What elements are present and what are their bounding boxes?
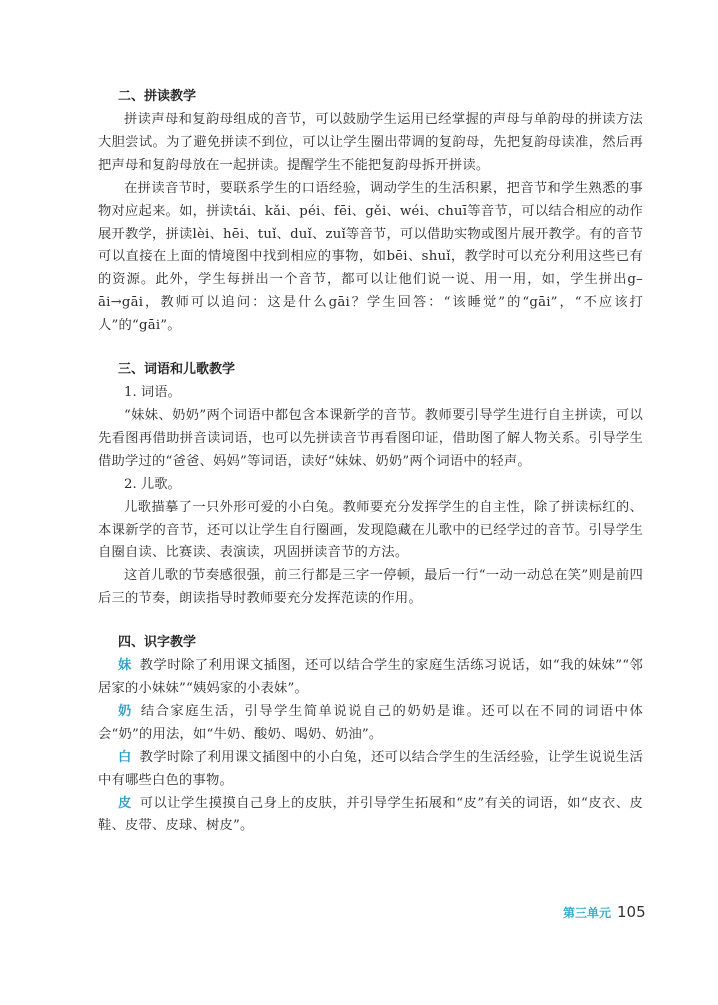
hanzi-pi: 皮 <box>118 795 132 811</box>
hanzi-mei: 妹 <box>118 658 132 674</box>
page-content <box>98 86 643 838</box>
literacy-item <box>98 747 643 793</box>
literacy-item <box>98 701 643 747</box>
page-footer <box>563 903 646 921</box>
literacy-item <box>98 655 643 701</box>
rhyme-paragraph-1: 儿歌描摹了一只外形可爱的小白兔。教师要充分发挥学生的自主性，除了拼读标红的、本课新学的音节，还可以让学生自行圈画，发现隐藏在儿歌中的已经学过的音节。引导学生自圈自读、比赛读、表演读，巩固拼读音节的方法。 <box>98 499 643 561</box>
section-heading-words: 三、词语和儿歌教学 <box>118 362 236 378</box>
unit-label: 第三单元 <box>563 906 612 920</box>
pinyin-paragraph-1: 拼读声母和复韵母组成的音节，可以鼓励学生运用已经掌握的声母与单韵母的拼读方法大胆尝试。为了避免拼读不到位，可以让学生圈出带调的复韵母，先把复韵母读准，然后再把声母和复韵母放在一起拼读。提醒学生不能把复韵母拆开拼读。 <box>98 112 643 173</box>
words-subheading: 1. 词语。 <box>124 385 181 401</box>
hanzi-nai: 奶 <box>118 703 133 719</box>
literacy-item-text: 教学时除了利用课文插图中的小白兔，还可以结合学生的生活经验，让学生说说生活中有哪些白色的事物。 <box>98 749 643 788</box>
literacy-item-text: 结合家庭生活，引导学生简单说说自己的奶奶是谁。还可以在不同的词语中体会“奶”的用法，如“牛奶、酸奶、喝奶、奶油”。 <box>98 703 643 742</box>
words-paragraph: “妹妹、奶奶”两个词语中都包含本课新学的音节。教师要引导学生进行自主拼读，可以先看图再借助拼音读词语，也可以先拼读音节再看图印证，借助图了解人物关系。引导学生借助学过的“爸爸、妈妈”等词语，读好“妹妹、奶奶”两个词语中的轻声。 <box>98 407 643 469</box>
hanzi-bai: 白 <box>118 749 132 765</box>
section-heading-literacy: 四、识字教学 <box>118 635 197 651</box>
literacy-item-text: 可以让学生摸摸自己身上的皮肤，并引导学生拓展和“皮”有关的词语，如“皮衣、皮鞋、皮带、皮球、树皮”。 <box>98 795 643 834</box>
section-heading-pinyin: 二、拼读教学 <box>118 89 197 104</box>
literacy-item-text: 教学时除了利用课文插图，还可以结合学生的家庭生活练习说话，如“我的妹妹”“邻居家的小妹妹”“姨妈家的小表妹”。 <box>98 658 644 697</box>
rhyme-subheading: 2. 儿歌。 <box>124 476 181 492</box>
rhyme-paragraph-2: 这首儿歌的节奏感很强，前三行都是三字一停顿，最后一行“一动一动总在笑”则是前四后三的节奏，朗读指导时教师要充分发挥范读的作用。 <box>98 568 643 607</box>
literacy-item <box>98 793 643 839</box>
pinyin-paragraph-2: 在拼读音节时，要联系学生的口语经验，调动学生的生活积累，把音节和学生熟悉的事物对应起来。如，拼读tái、kǎi、péi、fēi、gěi、wéi、chuī等音节，可以结合相应的动作展开教学，拼读lèi、hēi、tuǐ、duǐ、zuǐ等音节，可以借助实物或图片展开教学。有的音节可以直接在上面的情境图中找到相应的事物，如bēi、shuǐ，教学时可以充分利用这些已有的资源。此外，学生每拼出一个音节，都可以让他们说一说、用一用，如，学生拼出g–āi→gāi，教师可以追问：这是什么gāi？学生回答：“该睡觉”的“gāi”，“不应该打人”的“gāi”。 <box>98 180 643 334</box>
page-number: 105 <box>617 903 646 921</box>
